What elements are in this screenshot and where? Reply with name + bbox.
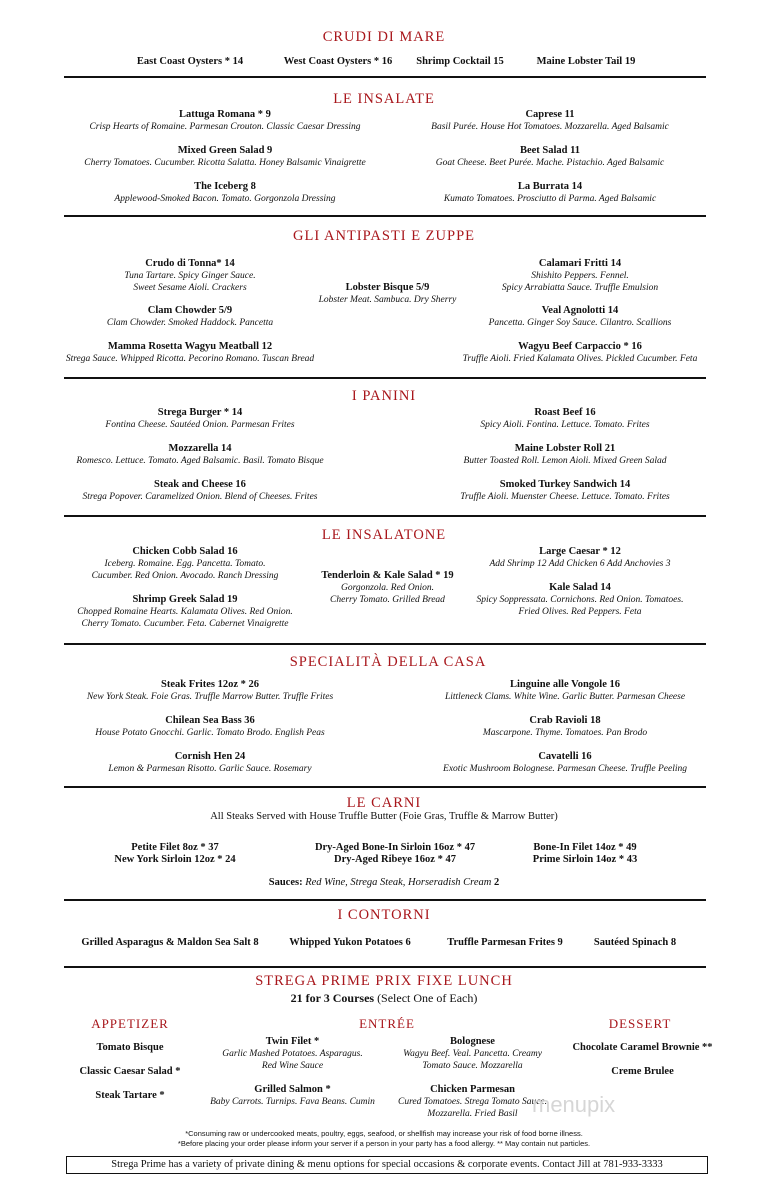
item-name: Chicken Parmesan: [430, 1084, 515, 1095]
item-description: Basil Purée. House Hot Tomatoes. Mozzarella. Aged Balsamic: [431, 122, 669, 132]
menu-item: [45, 546, 325, 582]
menu-item: [370, 181, 730, 205]
item-name: Lattuga Romana * 9: [179, 109, 271, 120]
item-name: Petite Filet 8oz * 37: [131, 842, 219, 853]
price-note: (Select One of Each): [377, 991, 478, 1005]
section-title-casa: SPECIALITÀ DELLA CASA: [289, 654, 487, 670]
divider: [64, 899, 706, 901]
item-description: Mascarpone. Thyme. Tomatoes. Pan Brodo: [482, 728, 648, 738]
item-description: Iceberg. Romaine. Egg. Pancetta. Tomato.: [104, 559, 266, 569]
disclaimer: *Before placing your order please inform your server if a person in your party has a food allergy. ** May contain nut particles.: [177, 1139, 591, 1148]
item-description: Cherry Tomato. Cucumber. Feta. Cabernet Vinaigrette: [81, 619, 289, 629]
divider: [64, 215, 706, 217]
menu-item: Steak Tartare *: [95, 1090, 165, 1101]
sauces-line: [0, 877, 768, 888]
menu-item: [370, 109, 730, 133]
item-name: The Iceberg 8: [194, 181, 256, 192]
menu-item: [50, 479, 350, 503]
menu-item: Grilled Asparagus & Maldon Sea Salt 8: [81, 937, 259, 948]
item-description: Garlic Mashed Potatoes. Asparagus.: [222, 1049, 363, 1059]
menu-item: [40, 181, 410, 205]
menu-item: [500, 842, 670, 866]
item-description: Cherry Tomatoes. Cucumber. Ricotta Salatta. Honey Balsamic Vinaigrette: [84, 158, 366, 168]
sauces-price: 2: [494, 877, 500, 888]
menu-item: Whipped Yukon Potatoes 6: [289, 937, 411, 948]
item-description: Tomato Sauce. Mozzarella: [422, 1061, 523, 1071]
menu-item: [45, 594, 325, 630]
item-name: Shrimp Greek Salad 19: [132, 594, 238, 605]
item-description: Strega Popover. Caramelized Onion. Blend of Cheeses. Frites: [82, 492, 318, 502]
menu-item: [415, 479, 715, 503]
menu-item: [405, 751, 725, 775]
item-description: Strega Sauce. Whipped Ricotta. Pecorino Romano. Tuscan Bread: [65, 354, 315, 364]
item-description: Littleneck Clams. White Wine. Garlic Butter. Parmesan Cheese: [444, 692, 686, 702]
menu-item: [50, 258, 330, 294]
item-name: Smoked Turkey Sandwich 14: [499, 479, 631, 490]
item-description: Cherry Tomato. Grilled Bread: [330, 595, 445, 605]
item-description: Fried Olives. Red Peppers. Feta: [518, 607, 642, 617]
entree-title: ENTRÉE: [359, 1016, 415, 1031]
menu-item: [50, 341, 330, 365]
watermark: menupix: [532, 1092, 616, 1117]
menu-item: [405, 679, 725, 703]
menu-item: [50, 715, 370, 739]
carni-note: All Steaks Served with House Truffle Butter (Foie Gras, Truffle & Marrow Butter): [210, 811, 558, 822]
item-description: Spicy Aioli. Fontina. Lettuce. Tomato. Frites: [480, 420, 650, 430]
item-name: Bone-In Filet 14oz * 49: [533, 842, 637, 853]
item-name: Roast Beef 16: [534, 407, 596, 418]
item-name: Crudo di Tonna* 14: [145, 258, 235, 269]
item-description: House Potato Gnocchi. Garlic. Tomato Brodo. English Peas: [95, 728, 325, 738]
item-description: Pancetta. Ginger Soy Sauce. Cilantro. Scallions: [488, 318, 672, 328]
menu-item: [415, 443, 715, 467]
item-name: Mixed Green Salad 9: [177, 145, 273, 156]
item-description: Cucumber. Red Onion. Avocado. Ranch Dressing: [91, 571, 279, 581]
menu-item: [40, 145, 410, 169]
menu-item: [50, 443, 350, 467]
item-description: Red Wine Sauce: [261, 1061, 324, 1071]
item-description: Add Shrimp 12 Add Chicken 6 Add Anchovies 3: [489, 559, 671, 569]
item-name: Cornish Hen 24: [174, 751, 246, 762]
section-title-crudi: CRUDI DI MARE: [322, 29, 446, 45]
menu-item: Truffle Parmesan Frites 9: [447, 937, 563, 948]
menu-item: [440, 341, 720, 365]
item-name: Dry-Aged Bone-In Sirloin 16oz * 47: [314, 842, 476, 853]
menu-item: Shrimp Cocktail 15: [416, 56, 504, 67]
menu-item: [40, 109, 410, 133]
menu-item: [90, 842, 260, 866]
menu-item: Classic Caesar Salad *: [79, 1066, 181, 1077]
menu-item: [295, 842, 495, 866]
menu-item: West Coast Oysters * 16: [283, 56, 393, 67]
menu-item: [50, 407, 350, 431]
item-name: Maine Lobster Roll 21: [514, 443, 616, 454]
menu-item: Sautéed Spinach 8: [593, 937, 677, 948]
item-description: Truffle Aioli. Muenster Cheese. Lettuce. Tomato. Frites: [460, 492, 670, 502]
item-description: Applewood-Smoked Bacon. Tomato. Gorgonzola Dressing: [114, 194, 336, 204]
divider: [64, 643, 706, 645]
menu-item: [415, 407, 715, 431]
item-name: Kale Salad 14: [549, 582, 611, 593]
item-description: Butter Toasted Roll. Lemon Aioli. Mixed Green Salad: [463, 456, 667, 466]
item-name: La Burrata 14: [517, 181, 583, 192]
menu-item: Tomato Bisque: [96, 1042, 164, 1053]
item-name: Twin Filet *: [265, 1036, 320, 1047]
menu-item: [445, 582, 715, 618]
item-name: Caprese 11: [525, 109, 575, 120]
item-description: Baby Carrots. Turnips. Fava Beans. Cumin: [210, 1097, 375, 1107]
item-description: Mozzarella. Fried Basil: [427, 1109, 518, 1119]
item-name: Mozzarella 14: [168, 443, 232, 454]
menu-item: [380, 1036, 565, 1072]
item-description: Romesco. Lettuce. Tomato. Aged Balsamic. Basil. Tomato Bisque: [76, 456, 324, 466]
item-name: Tenderloin & Kale Salad * 19: [321, 570, 454, 581]
divider: [64, 76, 706, 78]
sauces-label: Sauces:: [268, 877, 303, 888]
disclaimer: *Consuming raw or undercooked meats, poultry, eggs, seafood, or shellfish may increase your risk of food borne illness.: [185, 1129, 583, 1138]
item-description: Sweet Sesame Aioli. Crackers: [133, 283, 247, 293]
item-description: New York Steak. Foie Gras. Truffle Marrow Butter. Truffle Frites: [86, 692, 334, 702]
item-description: Spicy Arrabiatta Sauce. Truffle Emulsion: [501, 283, 659, 293]
item-name: Prime Sirloin 14oz * 43: [532, 854, 638, 865]
section-title-insalate: LE INSALATE: [333, 91, 435, 107]
item-description: Lemon & Parmesan Risotto. Garlic Sauce. Rosemary: [108, 764, 312, 774]
item-description: Cured Tomatoes. Strega Tomato Sauce.: [397, 1097, 548, 1107]
section-title-prix-fixe: STREGA PRIME PRIX FIXE LUNCH: [255, 973, 513, 989]
item-description: Truffle Aioli. Fried Kalamata Olives. Pickled Cucumber. Feta: [462, 354, 698, 364]
item-description: Shishito Peppers. Fennel.: [531, 271, 629, 281]
item-name: Cavatelli 16: [538, 751, 592, 762]
item-description: Lobster Meat. Sambuca. Dry Sherry: [318, 295, 457, 305]
item-name: New York Sirloin 12oz * 24: [114, 854, 236, 865]
item-description: Gorgonzola. Red Onion.: [340, 583, 435, 593]
item-description: Chopped Romaine Hearts. Kalamata Olives. Red Onion.: [77, 607, 293, 617]
sauces-list: Red Wine, Strega Steak, Horseradish Cream: [305, 877, 492, 888]
menu-item: Chocolate Caramel Brownie **: [572, 1042, 713, 1053]
item-description: Tuna Tartare. Spicy Ginger Sauce.: [124, 271, 256, 281]
item-description: Fontina Cheese. Sautéed Onion. Parmesan Frites: [105, 420, 295, 430]
menu-item: [445, 546, 715, 570]
item-name: Large Caesar * 12: [539, 546, 621, 557]
item-name: Mamma Rosetta Wagyu Meatball 12: [107, 341, 273, 352]
divider: [64, 966, 706, 968]
section-title-carni: LE CARNI: [346, 795, 422, 811]
item-description: Kumato Tomatoes. Prosciutto di Parma. Aged Balsamic: [443, 194, 657, 204]
divider: [64, 377, 706, 379]
item-name: Calamari Fritti 14: [538, 258, 622, 269]
price-label: 21 for 3 Courses: [290, 991, 375, 1005]
menu-item: [200, 1084, 385, 1108]
menu-item: [440, 258, 720, 294]
menu-item: [50, 751, 370, 775]
menu-item: Creme Brulee: [611, 1066, 674, 1077]
section-title-panini: I PANINI: [351, 388, 417, 404]
menu-item: East Coast Oysters * 14: [136, 56, 244, 67]
item-name: Chicken Cobb Salad 16: [132, 546, 238, 557]
item-name: Bolognese: [450, 1036, 495, 1047]
divider: [64, 786, 706, 788]
divider: [64, 515, 706, 517]
menu-item: [370, 145, 730, 169]
item-name: Veal Agnolotti 14: [541, 305, 619, 316]
prix-fixe-price: [0, 991, 768, 1006]
section-title-antipasti: GLI ANTIPASTI E ZUPPE: [293, 228, 475, 244]
menu-item: [405, 715, 725, 739]
item-description: Wagyu Beef. Veal. Pancetta. Creamy: [403, 1049, 542, 1059]
footer-banner: Strega Prime has a variety of private dining & menu options for special occasions & corporate events. Contact Jill at 781-933-3333: [66, 1156, 708, 1174]
menu-item: Maine Lobster Tail 19: [536, 56, 636, 67]
section-title-contorni: I CONTORNI: [337, 907, 431, 923]
menu-item: [440, 305, 720, 329]
dessert-title: DESSERT: [608, 1016, 672, 1031]
item-name: Strega Burger * 14: [157, 407, 243, 418]
section-title-insalatone: LE INSALATONE: [321, 527, 447, 543]
item-description: Goat Cheese. Beet Purée. Mache. Pistachio. Aged Balsamic: [435, 158, 665, 168]
appetizer-title: APPETIZER: [91, 1016, 169, 1031]
item-name: Dry-Aged Ribeye 16oz * 47: [334, 854, 456, 865]
item-name: Linguine alle Vongole 16: [510, 679, 620, 690]
item-name: Steak Frites 12oz * 26: [161, 679, 259, 690]
item-name: Clam Chowder 5/9: [147, 305, 233, 316]
item-name: Lobster Bisque 5/9: [345, 282, 430, 293]
item-name: Beet Salad 11: [519, 145, 581, 156]
item-description: Exotic Mushroom Bolognese. Parmesan Cheese. Truffle Peeling: [443, 764, 687, 774]
item-description: Spicy Soppressata. Cornichons. Red Onion. Tomatoes.: [476, 595, 684, 605]
item-name: Crab Ravioli 18: [529, 715, 601, 726]
item-description: Clam Chowder. Smoked Haddock. Pancetta: [106, 318, 274, 328]
item-name: Wagyu Beef Carpaccio * 16: [518, 341, 642, 352]
item-name: Chilean Sea Bass 36: [165, 715, 255, 726]
menu-item: [200, 1036, 385, 1072]
menu-item: [50, 305, 330, 329]
item-name: Steak and Cheese 16: [154, 479, 246, 490]
item-name: Grilled Salmon *: [254, 1084, 331, 1095]
menu-item: [50, 679, 370, 703]
item-description: Crisp Hearts of Romaine. Parmesan Crouton. Classic Caesar Dressing: [89, 122, 361, 132]
